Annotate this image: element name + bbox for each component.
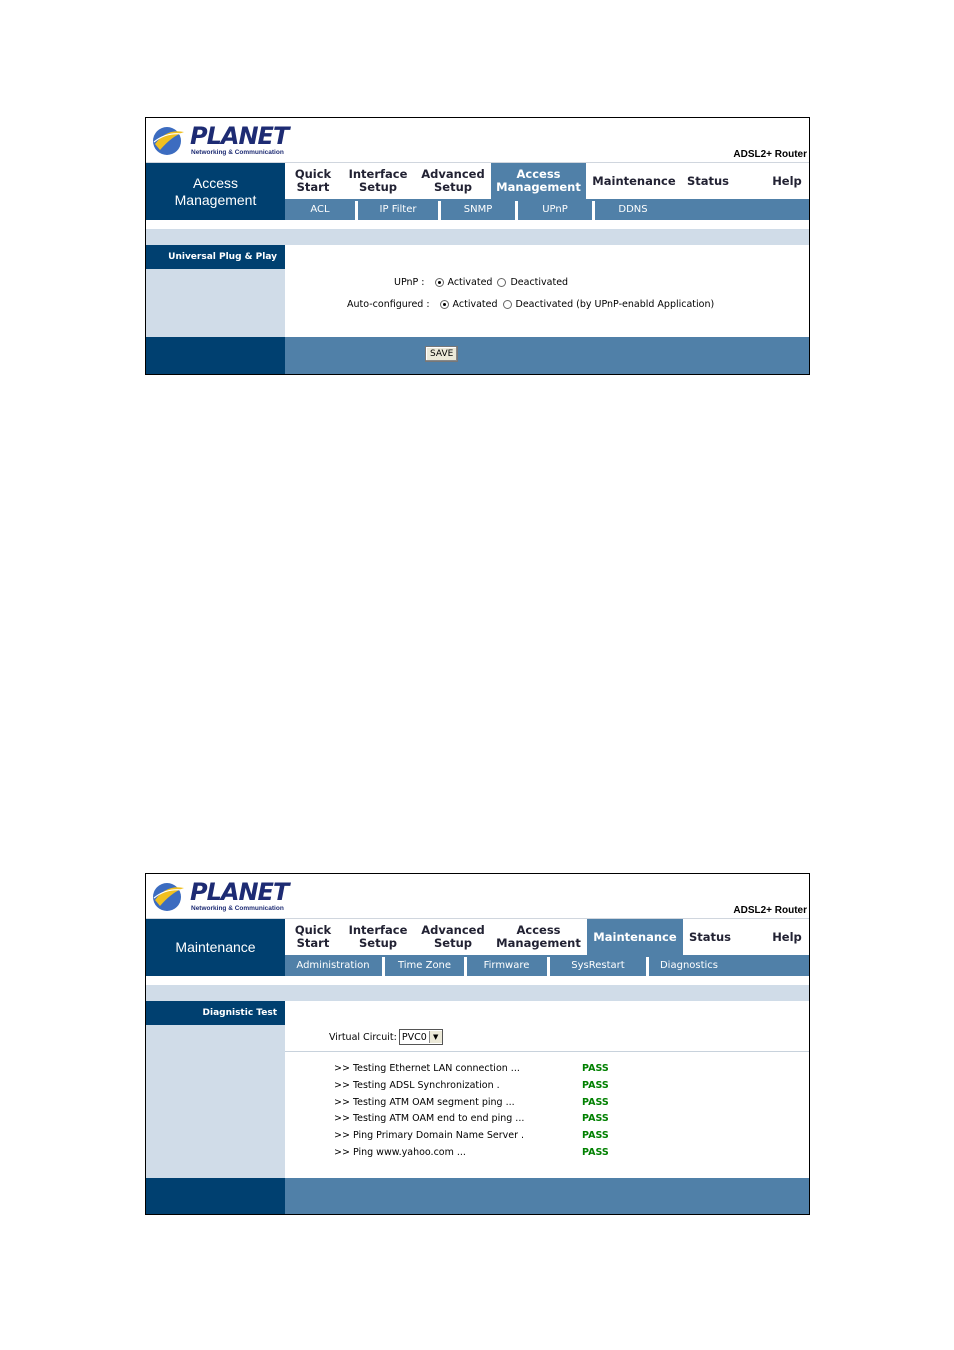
- test-result: PASS: [582, 1063, 609, 1074]
- upnp-activated-label: Activated: [447, 277, 493, 288]
- tab-status[interactable]: Status: [686, 173, 730, 188]
- section-label: Diagnistic Test: [146, 1001, 285, 1025]
- virtual-circuit-label: Virtual Circuit:: [329, 1031, 397, 1043]
- tab-help[interactable]: Help: [772, 173, 802, 188]
- product-name: ADSL2+ Router: [733, 905, 807, 916]
- spacer-strip: [146, 229, 809, 245]
- tab-status[interactable]: Status: [688, 929, 732, 944]
- planet-logo: [150, 878, 290, 914]
- header: [146, 118, 809, 163]
- footer-left: [146, 337, 285, 374]
- subtab-time-zone[interactable]: Time Zone: [397, 960, 452, 971]
- divider: [285, 1051, 809, 1052]
- left-column: [146, 1001, 285, 1178]
- upnp-deactivated-radio[interactable]: [497, 278, 506, 287]
- tab-bar: [285, 919, 809, 955]
- globe-icon: [150, 878, 186, 914]
- tab-access-management[interactable]: Access Management: [491, 163, 586, 199]
- spacer-strip: [146, 985, 809, 1001]
- test-label: >> Ping Primary Domain Name Server .: [334, 1130, 525, 1141]
- subtab-firmware[interactable]: Firmware: [483, 960, 530, 971]
- header: [146, 874, 809, 919]
- test-result: PASS: [582, 1080, 609, 1091]
- upnp-activated-radio[interactable]: [435, 278, 444, 287]
- planet-logo: [150, 122, 290, 158]
- footer-bar: [285, 1178, 809, 1214]
- section-label: Universal Plug & Play: [146, 245, 285, 269]
- test-result: PASS: [582, 1147, 609, 1158]
- subtab-administration[interactable]: Administration: [296, 960, 370, 971]
- tab-maintenance[interactable]: Maintenance: [592, 173, 676, 188]
- test-result: PASS: [582, 1097, 609, 1108]
- auto-configured-row: [347, 299, 714, 310]
- tab-help[interactable]: Help: [772, 929, 802, 944]
- subtab-diagnostics[interactable]: Diagnostics: [659, 960, 719, 971]
- tab-quick-start[interactable]: Quick Start: [294, 167, 332, 194]
- test-label: >> Testing Ethernet LAN connection ...: [334, 1063, 520, 1074]
- footer-bar: [285, 337, 809, 374]
- auto-activated-label: Activated: [452, 299, 498, 310]
- test-label: >> Ping www.yahoo.com ...: [334, 1147, 466, 1158]
- upnp-panel: [145, 117, 810, 375]
- tab-quick-start[interactable]: Quick Start: [294, 923, 332, 950]
- brand-name: PLANET: [190, 878, 289, 906]
- test-label: >> Testing ATM OAM end to end ping ...: [334, 1113, 525, 1124]
- side-title: Maintenance: [146, 919, 285, 976]
- side-title: Access Management: [146, 163, 285, 220]
- auto-activated-radio[interactable]: [440, 300, 449, 309]
- subtab-snmp[interactable]: SNMP: [463, 204, 493, 215]
- virtual-circuit-select[interactable]: [399, 1029, 443, 1045]
- main-nav: [146, 163, 809, 215]
- sub-nav: [285, 955, 809, 976]
- subtab-ip-filter[interactable]: IP Filter: [379, 204, 417, 215]
- tab-advanced-setup[interactable]: Advanced Setup: [421, 923, 485, 950]
- auto-deactivated-radio[interactable]: [503, 300, 512, 309]
- upnp-label: UPnP :: [394, 277, 425, 288]
- brand-name: PLANET: [190, 122, 289, 150]
- tab-interface-setup[interactable]: Interface Setup: [348, 923, 408, 950]
- auto-configured-label: Auto-configured :: [347, 299, 430, 310]
- subtab-upnp[interactable]: UPnP: [542, 204, 568, 215]
- subtab-acl[interactable]: ACL: [310, 204, 330, 215]
- footer-left: [146, 1178, 285, 1214]
- tab-advanced-setup[interactable]: Advanced Setup: [421, 167, 485, 194]
- brand-tagline: Networking & Communication: [191, 905, 284, 912]
- upnp-deactivated-label: Deactivated: [510, 277, 569, 288]
- tab-bar: [285, 163, 809, 199]
- upnp-row: [394, 277, 568, 288]
- test-result: PASS: [582, 1130, 609, 1141]
- tab-interface-setup[interactable]: Interface Setup: [348, 167, 408, 194]
- tab-maintenance[interactable]: Maintenance: [587, 919, 683, 955]
- subtab-sysrestart[interactable]: SysRestart: [571, 960, 625, 971]
- diagnostics-panel: [145, 873, 810, 1215]
- chevron-down-icon[interactable]: ▼: [429, 1031, 442, 1043]
- auto-deactivated-label: Deactivated (by UPnP-enabld Application): [515, 299, 715, 310]
- globe-icon: [150, 122, 186, 158]
- test-result: PASS: [582, 1113, 609, 1124]
- product-name: ADSL2+ Router: [733, 149, 807, 160]
- virtual-circuit-row: [329, 1029, 443, 1045]
- test-label: >> Testing ATM OAM segment ping ...: [334, 1097, 515, 1108]
- subtab-ddns[interactable]: DDNS: [618, 204, 648, 215]
- save-button[interactable]: SAVE: [425, 346, 458, 362]
- test-label: >> Testing ADSL Synchronization .: [334, 1080, 500, 1091]
- virtual-circuit-value: PVC0: [401, 1031, 427, 1043]
- main-nav: [146, 919, 809, 971]
- brand-tagline: Networking & Communication: [191, 149, 284, 156]
- sub-nav: [285, 199, 809, 220]
- tab-access-management[interactable]: Access Management: [496, 923, 581, 950]
